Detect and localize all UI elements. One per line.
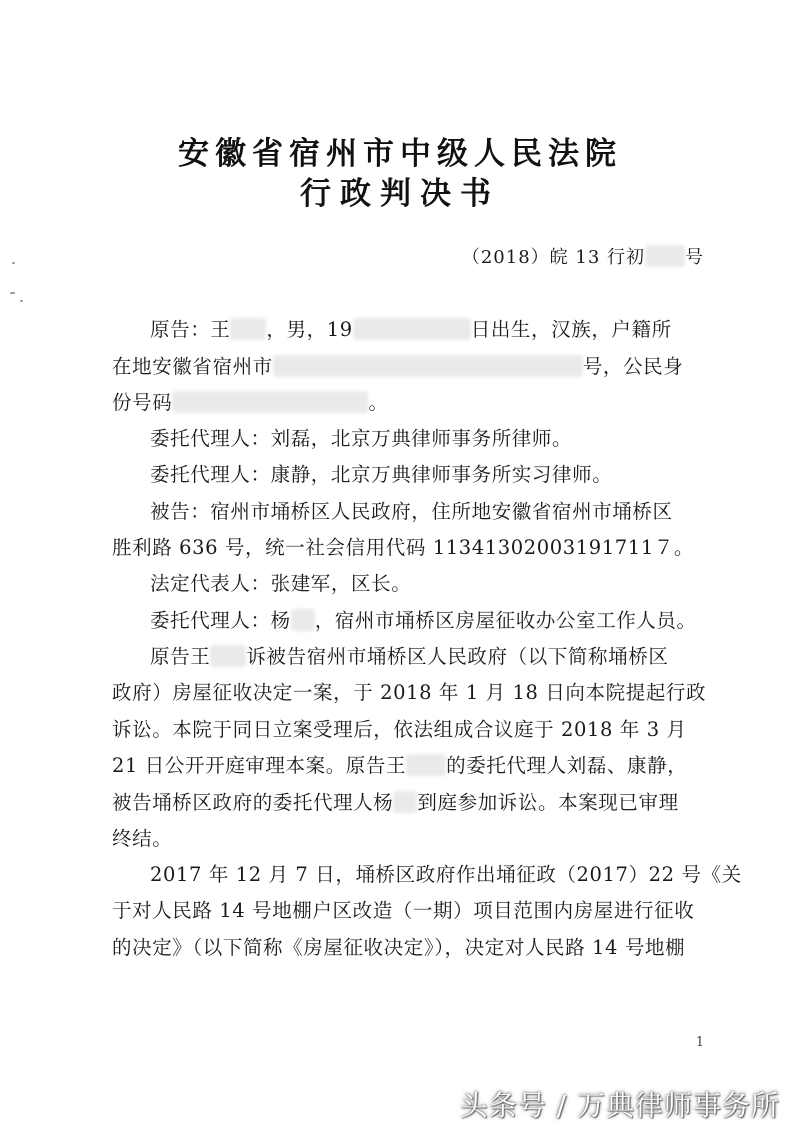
body-line (112, 753, 687, 779)
text: 诉被告宿州市埇桥区人民政府（以下简称埇桥区 (246, 645, 669, 668)
redaction (393, 791, 417, 813)
defendant-line: 胜利路 636 号，统一社会信用代码 11341302003191711７。 (112, 536, 695, 559)
case-number (462, 243, 704, 269)
court-name: 安徽省宿州市中级人民法院 (178, 136, 622, 172)
body-line (112, 790, 679, 816)
plaintiff-line (150, 317, 672, 343)
body-line: 于对人民路 14 号地棚户区改造（一期）项目范围内房屋进行征收 (112, 899, 695, 922)
text: 原告王 (150, 645, 211, 668)
scan-speck (12, 262, 15, 264)
redaction (353, 318, 471, 340)
plaintiff-line (112, 354, 683, 380)
redaction (273, 355, 583, 377)
text: ，男，19 (266, 318, 353, 341)
watermark: 头条号 / 万典律师事务所 (459, 1089, 780, 1122)
redaction (172, 391, 368, 413)
redaction (210, 645, 246, 667)
page-number: 1 (695, 1035, 704, 1050)
text: 。 (368, 391, 389, 414)
body-line: 诉讼。本院于同日立案受理后，依法组成合议庭于 2018 年 3 月 (112, 718, 687, 741)
legal-representative: 法定代表人：张建军，区长。 (150, 572, 412, 595)
case-number-prefix: （2018）皖 13 行初 (461, 247, 645, 268)
body-line: 的决定》（以下简称《房屋征收决定》），决定对人民路 14 号地棚 (112, 936, 686, 959)
text: 被告埇桥区政府的委托代理人杨 (112, 791, 394, 814)
text: 的委托代理人刘磊、康静， (446, 754, 688, 777)
agent-line: 委托代理人：刘磊，北京万典律师事务所律师。 (150, 427, 573, 450)
scan-speck (10, 292, 15, 294)
document-type: 行政判决书 (300, 176, 500, 212)
case-number-suffix: 号 (685, 247, 704, 268)
agent-line: 委托代理人：康静，北京万典律师事务所实习律师。 (150, 463, 613, 486)
text: 在地安徽省宿州市 (112, 355, 273, 378)
text: 到庭参加诉讼。本案现已审理 (417, 791, 679, 814)
body-line: 政府）房屋征收决定一案，于 2018 年 1 月 18 日向本院提起行政 (112, 681, 707, 704)
defendant-agent-line (150, 608, 697, 634)
redaction (406, 754, 446, 776)
redaction (291, 609, 315, 631)
body-line (150, 644, 668, 670)
text: 日出生，汉族，户籍所 (470, 318, 672, 341)
plaintiff-line (112, 390, 388, 416)
text: 委托代理人：杨 (150, 609, 291, 632)
text: 原告：王 (150, 318, 231, 341)
text: 21 日公开开庭审理本案。原告王 (112, 754, 407, 777)
text: 号，公民身 (582, 355, 684, 378)
scan-speck (20, 300, 23, 302)
text: ，宿州市埇桥区房屋征收办公室工作人员。 (314, 609, 697, 632)
redaction (645, 245, 685, 267)
defendant-line: 被告：宿州市埇桥区人民政府，住所地安徽省宿州市埇桥区 (150, 500, 673, 523)
body-line: 终结。 (112, 827, 173, 850)
body-line: 2017 年 12 月 7 日，埇桥区政府作出埇征政（2017）22 号《关 (150, 863, 742, 886)
redaction (230, 318, 266, 340)
text: 份号码 (112, 391, 173, 414)
